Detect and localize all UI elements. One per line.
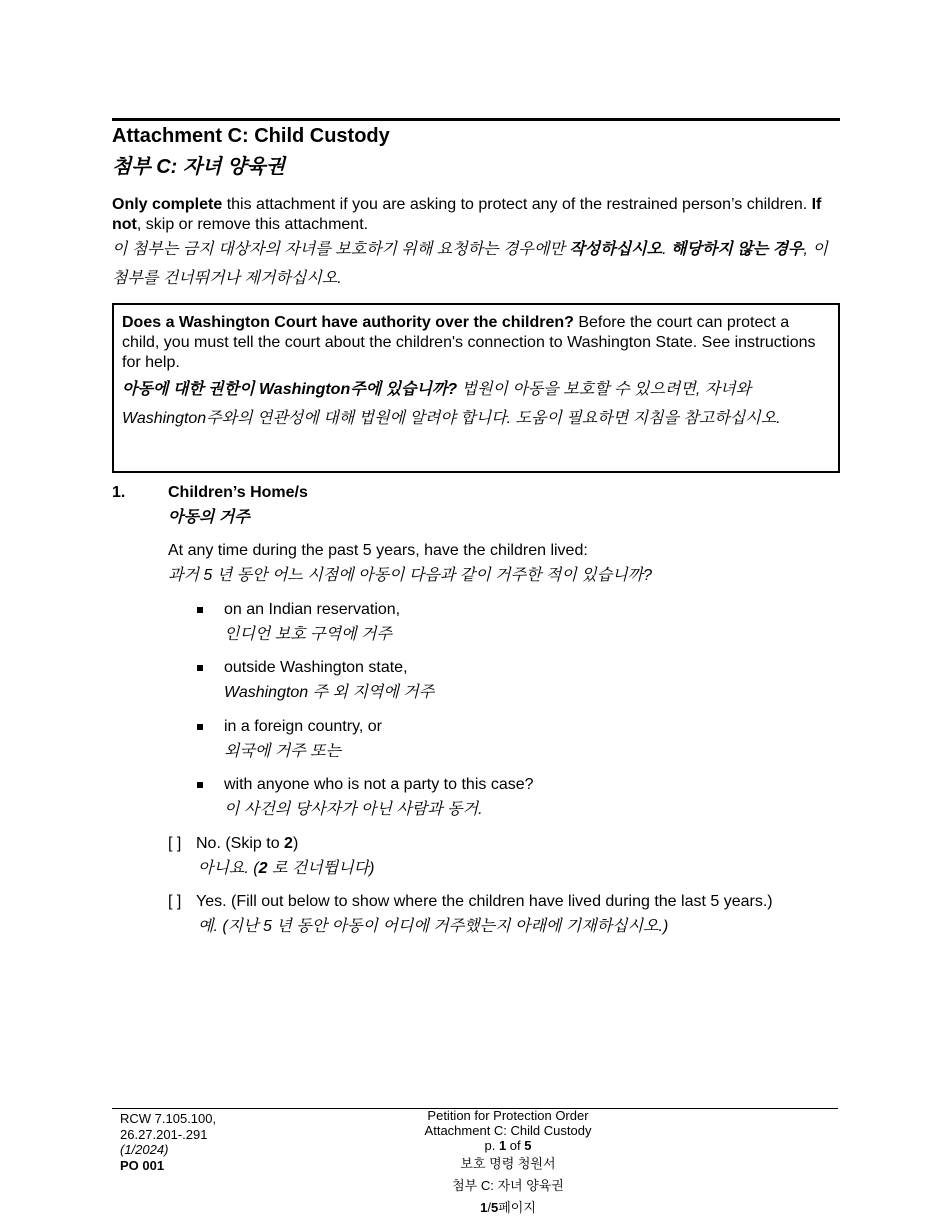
section-number: 1. bbox=[112, 484, 126, 501]
footer-rcw-line-2: 26.27.201-.291 bbox=[120, 1126, 208, 1142]
footer-form-id: PO 001 bbox=[120, 1157, 165, 1173]
footer-form-title: Petition for Protection Order bbox=[427, 1108, 589, 1123]
yes-checkbox[interactable]: [ ] bbox=[168, 893, 182, 910]
page-total: 5 bbox=[524, 1138, 532, 1153]
intro-bold-only-complete: Only complete bbox=[112, 196, 223, 213]
yes-option[interactable] bbox=[168, 892, 773, 935]
section-title: Children’s Home/s bbox=[168, 484, 308, 501]
list-item-text-korean: Washington 주 외 지역에 거주 bbox=[224, 684, 435, 701]
bullet-icon bbox=[197, 724, 203, 730]
list-item-text-korean: 외국에 거주 또는 bbox=[224, 743, 342, 760]
bullet-icon bbox=[197, 607, 203, 613]
no-option-korean bbox=[198, 857, 374, 881]
footer-form-info bbox=[358, 1108, 658, 1219]
no-option[interactable] bbox=[168, 834, 375, 877]
yes-option-label: Yes. (Fill out below to show where the children have lived during the last 5 years.) bbox=[196, 893, 773, 910]
intro-bold-if-not: If not bbox=[112, 196, 822, 233]
footer-statute-info bbox=[120, 1111, 216, 1173]
list-item-text: on an Indian reservation, bbox=[224, 601, 401, 618]
footer-date: (1/2024) bbox=[120, 1142, 169, 1157]
footer-page-number-korean bbox=[358, 1197, 658, 1219]
authority-question: Does a Washington Court have authority over the children? bbox=[122, 314, 574, 331]
no-option-label-end: ) bbox=[292, 835, 299, 852]
authority-notice-korean bbox=[122, 375, 830, 433]
list-item-text-korean: 이 사건의 당사자가 아닌 사람과 동거. bbox=[224, 801, 483, 818]
intro-ko-text-end: , 이 첨부를 건너뛰거나 제거하십시오. bbox=[112, 241, 828, 287]
section-title-korean: 아동의 거주 bbox=[168, 509, 250, 526]
page-title-korean: 첨부 C: 자녀 양육권 bbox=[112, 156, 286, 178]
authority-explanation-korean: 법원이 아동을 보호할 수 있으려면, 자녀와 Washington주와의 연관성에 대해 법원에 알려야 합니다. 도움이 필요하면 지침을 참고하십시오. bbox=[122, 381, 781, 427]
authority-explanation: Before the court can protect a child, you must tell the court about the children's connection to Washington State. See instructions for help. bbox=[122, 314, 816, 371]
intro-text-end: , skip or remove this attachment. bbox=[136, 216, 369, 233]
intro-text: this attachment if you are asking to protect any of the restrained person’s children. bbox=[222, 196, 812, 213]
yes-option-korean: 예. (지난 5 년 동안 아동이 어디에 거주했는지 아래에 기재하십시오.) bbox=[198, 918, 669, 935]
page-ko-total: 5 bbox=[490, 1200, 499, 1215]
authority-notice-english bbox=[122, 313, 830, 373]
page-of: of bbox=[506, 1138, 525, 1153]
no-option-label: No. (Skip to bbox=[196, 835, 285, 852]
no-option-ko-text: 아니요. ( bbox=[198, 860, 259, 877]
residence-question: At any time during the past 5 years, have the children lived: bbox=[168, 542, 588, 559]
list-item-text: outside Washington state, bbox=[224, 659, 408, 676]
page-prefix: p. bbox=[484, 1138, 499, 1153]
page-ko-current: 1 bbox=[480, 1200, 488, 1215]
no-option-section-ref: 2 bbox=[284, 835, 293, 852]
intro-ko-sep: . bbox=[662, 241, 671, 258]
footer-attachment-name-korean: 첨부 C: 자녀 양육권 bbox=[452, 1178, 564, 1193]
list-item-text: with anyone who is not a party to this case? bbox=[224, 776, 534, 793]
no-checkbox[interactable]: [ ] bbox=[168, 835, 182, 852]
footer-attachment-name: Attachment C: Child Custody bbox=[424, 1123, 592, 1138]
intro-ko-bold-2: 해당하지 않는 경우 bbox=[670, 241, 804, 258]
intro-ko-bold-1: 작성하십시오 bbox=[569, 241, 663, 258]
list-item-text-korean: 인디언 보호 구역에 거주 bbox=[224, 626, 392, 643]
authority-question-korean: 아동에 대한 권한이 Washington주에 있습니까? bbox=[122, 381, 458, 398]
authority-notice-box bbox=[112, 303, 840, 473]
intro-ko-text: 이 첨부는 금지 대상자의 자녀를 보호하기 위해 요청하는 경우에만 bbox=[112, 241, 570, 258]
no-option-ko-end: 로 건너뜁니다) bbox=[267, 860, 375, 877]
footer-page-number bbox=[358, 1138, 658, 1153]
page-current: 1 bbox=[498, 1138, 507, 1153]
bullet-icon bbox=[197, 665, 203, 671]
page-ko-sep: / bbox=[487, 1200, 491, 1215]
intro-instructions-korean bbox=[112, 235, 840, 293]
footer-rcw-line-1: RCW 7.105.100, bbox=[120, 1111, 217, 1126]
footer-form-title-korean: 보호 명령 청원서 bbox=[460, 1156, 556, 1171]
bullet-icon bbox=[197, 782, 203, 788]
residence-question-korean: 과거 5 년 동안 어느 시점에 아동이 다음과 같이 거주한 적이 있습니까? bbox=[168, 567, 653, 584]
intro-instructions bbox=[112, 195, 840, 235]
top-rule bbox=[112, 118, 840, 121]
page-title: Attachment C: Child Custody bbox=[112, 125, 390, 147]
list-item-text: in a foreign country, or bbox=[224, 718, 383, 735]
no-option-ko-ref: 2 bbox=[258, 860, 268, 877]
page-ko-suffix: 페이지 bbox=[498, 1200, 536, 1215]
